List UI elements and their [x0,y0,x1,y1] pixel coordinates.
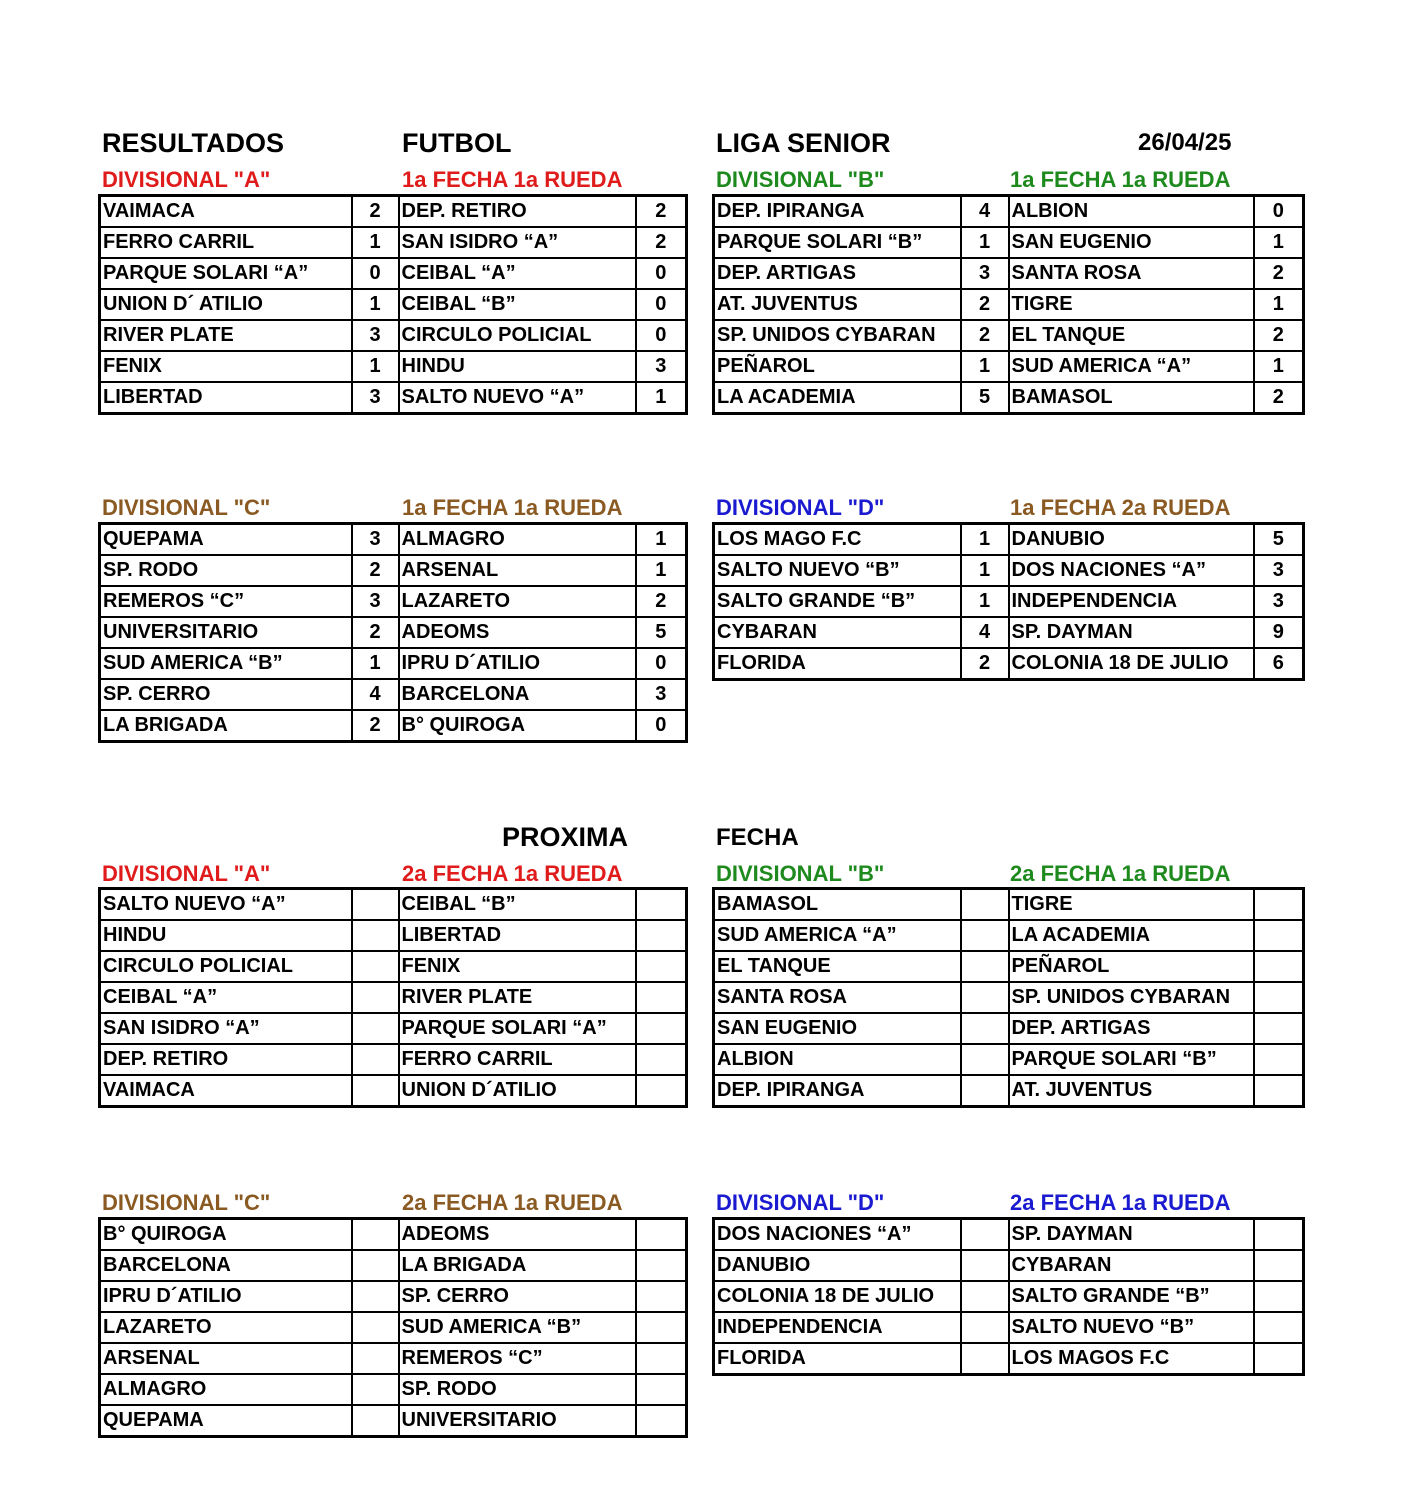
away-team-cell: DEP. ARTIGAS [1009,1013,1254,1044]
away-score-cell: 1 [636,555,687,586]
fixture-table-divisional-a [98,887,688,1108]
home-team-cell: ARSENAL [100,1343,352,1374]
match-row [714,1219,1304,1251]
match-row [714,1013,1304,1044]
away-score-cell [636,1250,687,1281]
away-score-cell [1254,1250,1304,1281]
away-team-cell: ALBION [1009,196,1254,228]
away-team-cell: IPRU D´ATILIO [399,648,636,679]
away-team-cell: ADEOMS [399,1219,636,1251]
title-liga-senior: LIGA SENIOR [716,128,891,158]
home-team-cell: PEÑAROL [714,351,961,382]
away-team-cell: ADEOMS [399,617,636,648]
round-label: 2a FECHA 1a RUEDA [402,861,623,886]
home-team-cell: IPRU D´ATILIO [100,1281,352,1312]
away-team-cell: SP. RODO [399,1374,636,1405]
home-team-cell: SUD AMERICA “B” [100,648,352,679]
match-row [100,1013,687,1044]
away-score-cell [1254,1281,1304,1312]
away-team-cell: SAN EUGENIO [1009,227,1254,258]
home-score-cell [352,1374,399,1405]
away-score-cell [636,1013,687,1044]
home-score-cell [352,1075,399,1107]
away-score-cell: 0 [636,289,687,320]
away-team-cell: UNION D´ATILIO [399,1075,636,1107]
match-row [100,227,687,258]
match-row [714,920,1304,951]
home-team-cell: FLORIDA [714,648,961,680]
round-label: 1a FECHA 1a RUEDA [402,167,623,192]
division-label: DIVISIONAL "B" [716,861,885,886]
home-team-cell: SAN EUGENIO [714,1013,961,1044]
home-team-cell: HINDU [100,920,352,951]
home-team-cell: BAMASOL [714,889,961,921]
home-team-cell: SALTO NUEVO “B” [714,555,961,586]
match-row [714,320,1304,351]
match-row [100,920,687,951]
away-score-cell: 3 [1254,555,1304,586]
match-row [100,586,687,617]
away-team-cell: FENIX [399,951,636,982]
home-score-cell [961,1044,1009,1075]
home-team-cell: LIBERTAD [100,382,352,414]
away-score-cell [1254,951,1304,982]
match-row [100,1075,687,1107]
away-score-cell [636,1075,687,1107]
away-team-cell: PARQUE SOLARI “A” [399,1013,636,1044]
match-row [714,227,1304,258]
away-team-cell: LA BRIGADA [399,1250,636,1281]
home-score-cell [961,1312,1009,1343]
home-team-cell: SUD AMERICA “A” [714,920,961,951]
home-score-cell: 2 [961,289,1009,320]
away-team-cell: SUD AMERICA “B” [399,1312,636,1343]
match-row [714,258,1304,289]
away-score-cell [636,920,687,951]
division-label: DIVISIONAL "A" [102,861,271,886]
match-row [100,258,687,289]
away-team-cell: CEIBAL “A” [399,258,636,289]
away-score-cell [636,1374,687,1405]
away-team-cell: SALTO NUEVO “B” [1009,1312,1254,1343]
match-row [714,1075,1304,1107]
away-score-cell: 1 [1254,351,1304,382]
away-score-cell [636,889,687,921]
away-score-cell: 0 [636,710,687,742]
away-score-cell: 2 [1254,382,1304,414]
match-row [100,617,687,648]
match-row [100,382,687,414]
home-score-cell: 1 [352,351,399,382]
round-label: 2a FECHA 1a RUEDA [1010,861,1231,886]
round-label: 1a FECHA 2a RUEDA [1010,495,1231,520]
away-team-cell: SALTO GRANDE “B” [1009,1281,1254,1312]
results-table-divisional-b [712,194,1305,415]
home-team-cell: SP. UNIDOS CYBARAN [714,320,961,351]
match-row [100,1044,687,1075]
home-score-cell [961,1250,1009,1281]
fixture-table-divisional-b [712,887,1305,1108]
away-score-cell: 0 [1254,196,1304,228]
home-score-cell: 3 [352,524,399,556]
home-score-cell [961,920,1009,951]
match-row [714,382,1304,414]
away-team-cell: BARCELONA [399,679,636,710]
away-team-cell: PEÑAROL [1009,951,1254,982]
away-team-cell: AT. JUVENTUS [1009,1075,1254,1107]
home-score-cell: 2 [352,710,399,742]
home-team-cell: FLORIDA [714,1343,961,1375]
home-team-cell: DEP. ARTIGAS [714,258,961,289]
match-row [100,1281,687,1312]
home-score-cell [961,1219,1009,1251]
away-score-cell [636,1405,687,1437]
home-score-cell [961,1343,1009,1375]
home-team-cell: REMEROS “C” [100,586,352,617]
results-table-divisional-d [712,522,1305,681]
home-team-cell: PARQUE SOLARI “B” [714,227,961,258]
match-row [714,951,1304,982]
match-row [714,1044,1304,1075]
match-row [100,710,687,742]
home-score-cell [352,982,399,1013]
home-score-cell: 1 [352,227,399,258]
home-score-cell: 3 [352,382,399,414]
away-team-cell: CEIBAL “B” [399,289,636,320]
home-team-cell: INDEPENDENCIA [714,1312,961,1343]
away-score-cell: 1 [1254,227,1304,258]
round-label: 1a FECHA 1a RUEDA [1010,167,1231,192]
away-score-cell [636,1343,687,1374]
away-team-cell: HINDU [399,351,636,382]
match-row [100,982,687,1013]
away-score-cell: 0 [636,258,687,289]
match-row [100,524,687,556]
home-team-cell: DEP. RETIRO [100,1044,352,1075]
home-team-cell: FENIX [100,351,352,382]
home-team-cell: RIVER PLATE [100,320,352,351]
home-team-cell: SALTO NUEVO “A” [100,889,352,921]
home-team-cell: DANUBIO [714,1250,961,1281]
round-label: 2a FECHA 1a RUEDA [1010,1190,1231,1215]
away-team-cell: DOS NACIONES “A” [1009,555,1254,586]
home-team-cell: UNIVERSITARIO [100,617,352,648]
away-score-cell: 2 [1254,320,1304,351]
match-row [714,289,1304,320]
away-team-cell: LAZARETO [399,586,636,617]
match-row [100,951,687,982]
away-team-cell: LIBERTAD [399,920,636,951]
home-team-cell: LAZARETO [100,1312,352,1343]
match-row [714,586,1304,617]
results-table-divisional-a [98,194,688,415]
away-team-cell: TIGRE [1009,889,1254,921]
home-score-cell [961,1281,1009,1312]
away-score-cell [636,1219,687,1251]
home-team-cell: EL TANQUE [714,951,961,982]
home-team-cell: B° QUIROGA [100,1219,352,1251]
away-score-cell [636,951,687,982]
round-label: 2a FECHA 1a RUEDA [402,1190,623,1215]
away-team-cell: SP. DAYMAN [1009,617,1254,648]
away-team-cell: FERRO CARRIL [399,1044,636,1075]
home-team-cell: BARCELONA [100,1250,352,1281]
home-team-cell: LOS MAGO F.C [714,524,961,556]
away-score-cell: 6 [1254,648,1304,680]
away-team-cell: SP. CERRO [399,1281,636,1312]
home-team-cell: CYBARAN [714,617,961,648]
away-team-cell: PARQUE SOLARI “B” [1009,1044,1254,1075]
home-team-cell: ALBION [714,1044,961,1075]
away-team-cell: COLONIA 18 DE JULIO [1009,648,1254,680]
home-score-cell: 2 [352,196,399,228]
match-row [714,196,1304,228]
away-score-cell [636,1044,687,1075]
home-score-cell: 2 [352,617,399,648]
away-score-cell [1254,1044,1304,1075]
match-row [100,1250,687,1281]
away-score-cell [636,982,687,1013]
away-score-cell [636,1281,687,1312]
home-score-cell: 2 [961,320,1009,351]
home-team-cell: DEP. IPIRANGA [714,196,961,228]
home-score-cell [352,1250,399,1281]
home-score-cell: 3 [352,586,399,617]
match-row [100,289,687,320]
match-row [714,982,1304,1013]
report-date: 26/04/25 [1138,129,1232,156]
division-label: DIVISIONAL "D" [716,495,885,520]
away-score-cell [1254,982,1304,1013]
home-score-cell [352,889,399,921]
away-score-cell: 1 [636,382,687,414]
home-team-cell: QUEPAMA [100,524,352,556]
home-team-cell: DOS NACIONES “A” [714,1219,961,1251]
home-score-cell: 1 [961,351,1009,382]
away-score-cell: 2 [1254,258,1304,289]
away-score-cell: 1 [1254,289,1304,320]
away-score-cell: 0 [636,320,687,351]
home-team-cell: ALMAGRO [100,1374,352,1405]
match-row [100,555,687,586]
home-score-cell: 4 [961,617,1009,648]
home-score-cell: 1 [961,555,1009,586]
away-score-cell: 2 [636,227,687,258]
title-proxima: PROXIMA [502,822,629,852]
away-score-cell: 1 [636,524,687,556]
away-team-cell: TIGRE [1009,289,1254,320]
match-row [714,1281,1304,1312]
match-row [714,1343,1304,1375]
away-team-cell: EL TANQUE [1009,320,1254,351]
away-team-cell: BAMASOL [1009,382,1254,414]
away-score-cell [1254,1312,1304,1343]
away-team-cell: LOS MAGOS F.C [1009,1343,1254,1375]
away-score-cell: 2 [636,196,687,228]
away-score-cell: 2 [636,586,687,617]
home-score-cell [961,1075,1009,1107]
away-score-cell [1254,920,1304,951]
fixture-table-divisional-d [712,1217,1305,1376]
away-score-cell [1254,1013,1304,1044]
division-label: DIVISIONAL "C" [102,1190,271,1215]
home-score-cell: 4 [352,679,399,710]
match-row [714,1312,1304,1343]
away-team-cell: ARSENAL [399,555,636,586]
away-team-cell: CYBARAN [1009,1250,1254,1281]
away-team-cell: INDEPENDENCIA [1009,586,1254,617]
away-team-cell: ALMAGRO [399,524,636,556]
away-score-cell: 5 [636,617,687,648]
home-score-cell [352,1405,399,1437]
home-team-cell: AT. JUVENTUS [714,289,961,320]
match-row [100,196,687,228]
home-team-cell: LA ACADEMIA [714,382,961,414]
home-team-cell: DEP. IPIRANGA [714,1075,961,1107]
away-team-cell: SUD AMERICA “A” [1009,351,1254,382]
away-team-cell: SALTO NUEVO “A” [399,382,636,414]
home-score-cell: 1 [352,289,399,320]
home-team-cell: VAIMACA [100,1075,352,1107]
fixture-table-divisional-c [98,1217,688,1438]
home-score-cell [352,1281,399,1312]
home-team-cell: CIRCULO POLICIAL [100,951,352,982]
home-score-cell: 5 [961,382,1009,414]
home-score-cell: 0 [352,258,399,289]
match-row [100,320,687,351]
home-score-cell [352,1219,399,1251]
away-team-cell: CIRCULO POLICIAL [399,320,636,351]
home-team-cell: SALTO GRANDE “B” [714,586,961,617]
match-row [100,351,687,382]
home-score-cell: 1 [352,648,399,679]
home-score-cell [961,951,1009,982]
away-team-cell: UNIVERSITARIO [399,1405,636,1437]
home-score-cell: 1 [961,524,1009,556]
home-team-cell: SP. RODO [100,555,352,586]
home-score-cell [352,1044,399,1075]
home-score-cell [352,951,399,982]
match-row [100,679,687,710]
match-row [714,1250,1304,1281]
home-team-cell: SANTA ROSA [714,982,961,1013]
match-row [100,1312,687,1343]
match-row [714,555,1304,586]
away-score-cell: 9 [1254,617,1304,648]
match-row [714,351,1304,382]
away-score-cell [1254,1219,1304,1251]
match-row [100,1374,687,1405]
away-score-cell [1254,1075,1304,1107]
home-score-cell [961,1013,1009,1044]
home-score-cell: 2 [961,648,1009,680]
away-score-cell: 3 [636,679,687,710]
home-score-cell [352,1013,399,1044]
division-label: DIVISIONAL "A" [102,167,271,192]
away-team-cell: DEP. RETIRO [399,196,636,228]
match-row [714,617,1304,648]
title-resultados: RESULTADOS [102,128,284,158]
away-score-cell [1254,1343,1304,1375]
home-score-cell [961,982,1009,1013]
home-team-cell: CEIBAL “A” [100,982,352,1013]
home-team-cell: COLONIA 18 DE JULIO [714,1281,961,1312]
away-team-cell: DANUBIO [1009,524,1254,556]
title-futbol: FUTBOL [402,128,512,158]
away-score-cell: 5 [1254,524,1304,556]
away-team-cell: SANTA ROSA [1009,258,1254,289]
home-team-cell: QUEPAMA [100,1405,352,1437]
home-score-cell [352,1312,399,1343]
away-score-cell: 0 [636,648,687,679]
away-score-cell [1254,889,1304,921]
home-score-cell: 3 [352,320,399,351]
results-table-divisional-c [98,522,688,743]
home-score-cell: 4 [961,196,1009,228]
away-team-cell: SP. DAYMAN [1009,1219,1254,1251]
division-label: DIVISIONAL "B" [716,167,885,192]
match-row [714,648,1304,680]
home-team-cell: PARQUE SOLARI “A” [100,258,352,289]
match-row [714,524,1304,556]
match-row [714,889,1304,921]
home-score-cell: 1 [961,227,1009,258]
home-score-cell: 2 [352,555,399,586]
match-row [100,1405,687,1437]
away-team-cell: RIVER PLATE [399,982,636,1013]
home-team-cell: SAN ISIDRO “A” [100,1013,352,1044]
home-score-cell [352,1343,399,1374]
away-team-cell: SP. UNIDOS CYBARAN [1009,982,1254,1013]
match-row [100,1219,687,1251]
home-team-cell: SP. CERRO [100,679,352,710]
home-team-cell: FERRO CARRIL [100,227,352,258]
away-team-cell: CEIBAL “B” [399,889,636,921]
home-team-cell: LA BRIGADA [100,710,352,742]
match-row [100,1343,687,1374]
title-fecha: FECHA [716,824,799,851]
away-score-cell: 3 [636,351,687,382]
away-team-cell: B° QUIROGA [399,710,636,742]
away-team-cell: LA ACADEMIA [1009,920,1254,951]
division-label: DIVISIONAL "C" [102,495,271,520]
away-team-cell: SAN ISIDRO “A” [399,227,636,258]
match-row [100,648,687,679]
home-score-cell [352,920,399,951]
round-label: 1a FECHA 1a RUEDA [402,495,623,520]
home-team-cell: UNION D´ ATILIO [100,289,352,320]
away-team-cell: REMEROS “C” [399,1343,636,1374]
home-score-cell [961,889,1009,921]
away-score-cell [636,1312,687,1343]
match-row [100,889,687,921]
home-team-cell: VAIMACA [100,196,352,228]
away-score-cell: 3 [1254,586,1304,617]
division-label: DIVISIONAL "D" [716,1190,885,1215]
home-score-cell: 1 [961,586,1009,617]
home-score-cell: 3 [961,258,1009,289]
